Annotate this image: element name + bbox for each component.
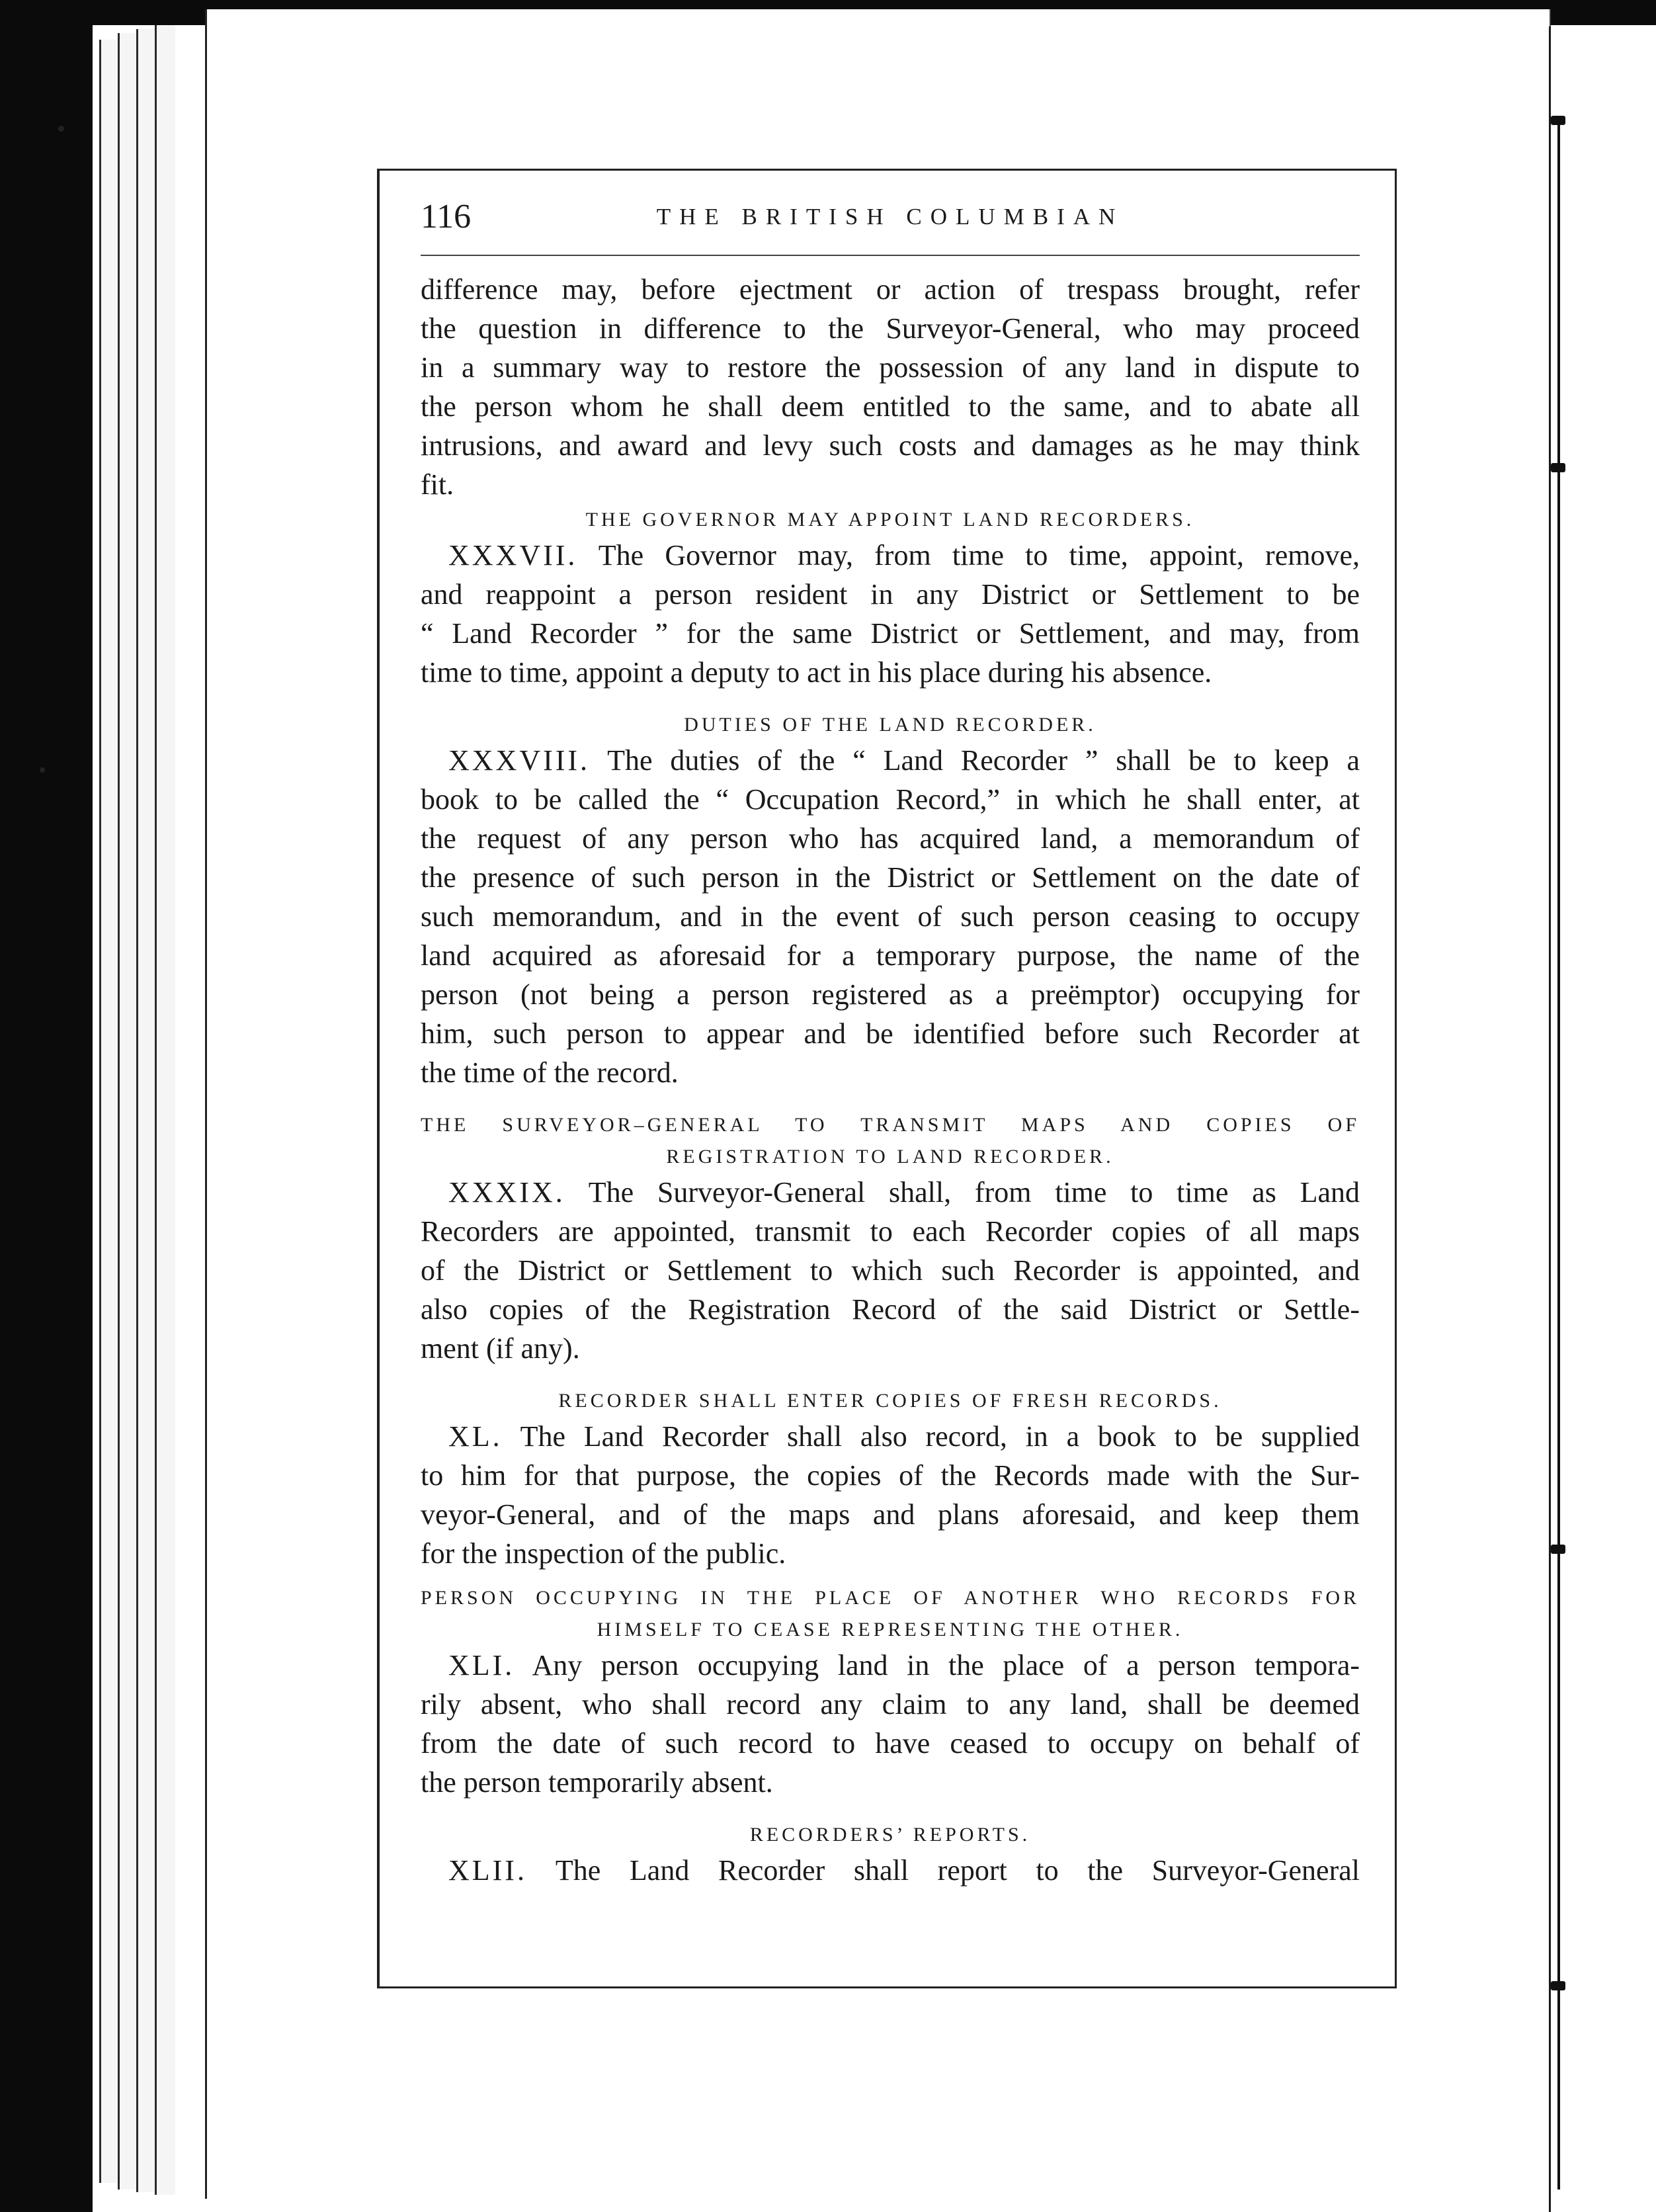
scan-speck: [40, 767, 45, 773]
text-line: land acquired as aforesaid for a temporary purpose, the name of the: [421, 939, 1360, 972]
text-line: fit.: [421, 468, 454, 501]
text-frame: [377, 169, 1397, 1988]
binding-stitch: [1551, 1545, 1565, 1554]
text-line: XXXIX. The Surveyor-General shall, from time to time as Land: [448, 1176, 1360, 1209]
page-number: 116: [421, 198, 472, 235]
text-line: the time of the record.: [421, 1056, 679, 1089]
text-line: time to time, appoint a deputy to act in his place during his absence.: [421, 656, 1212, 689]
section-number: XXXVII.: [448, 539, 578, 572]
section-number: XL.: [448, 1420, 503, 1453]
binding-stitch: [1551, 1981, 1565, 1990]
text-line: from the date of such record to have ceased to occupy on behalf of: [421, 1727, 1360, 1760]
text-line: veyor-General, and of the maps and plans aforesaid, and keep them: [421, 1498, 1360, 1531]
scan-speck: [58, 126, 64, 132]
next-page-edge: [1549, 26, 1656, 2212]
page-stack-edge: [155, 25, 175, 2195]
spacer: [421, 1573, 1360, 1582]
text-line: “ Land Recorder ” for the same District or Settlement, and may, from: [421, 617, 1360, 650]
text-line: him, such person to appear and be identified before such Recorder at: [421, 1017, 1360, 1050]
page-stack-edge: [118, 33, 138, 2190]
text-line: such memorandum, and in the event of such person ceasing to occupy: [421, 900, 1360, 933]
text-line: the presence of such person in the District or Settlement on the date of: [421, 861, 1360, 894]
text-line: of the District or Settlement to which such Recorder is appointed, and: [421, 1254, 1360, 1287]
page-stack-edge: [99, 40, 120, 2183]
binding-stitch: [1551, 463, 1565, 472]
text-line: XL. The Land Recorder shall also record, in a book to be supplied: [448, 1420, 1360, 1453]
section-heading: DUTIES OF THE LAND RECORDER.: [684, 714, 1097, 736]
section-heading-cont: REGISTRATION TO LAND RECORDER.: [666, 1146, 1114, 1168]
text-line: XLI. Any person occupying land in the place of a person tempora-: [448, 1649, 1360, 1681]
text-line: the question in difference to the Surveyor-General, who may proceed: [421, 312, 1360, 345]
text-line: XLII. The Land Recorder shall report to the Surveyor-General: [448, 1854, 1360, 1887]
section-xxxviii: [421, 709, 1360, 1092]
text-line: to him for that purpose, the copies of the Records made with the Sur-: [421, 1459, 1360, 1492]
text-line: in a summary way to restore the possession of any land in dispute to: [421, 351, 1360, 384]
text-line: Recorders are appointed, transmit to each Recorder copies of all maps: [421, 1215, 1360, 1248]
section-heading: PERSON OCCUPYING IN THE PLACE OF ANOTHER WHO RECORDS FOR: [421, 1587, 1360, 1609]
section-number: XLI.: [448, 1649, 515, 1681]
scan-border-left: [0, 0, 93, 2212]
text-line: person (not being a person registered as a preëmptor) occupying for: [421, 978, 1360, 1011]
text-line: ment (if any).: [421, 1332, 580, 1365]
section-xxxvii: [421, 504, 1360, 692]
spacer: [421, 1368, 1360, 1385]
header-rule: [421, 255, 1360, 256]
text-line: also copies of the Registration Record of the said District or Settle-: [421, 1293, 1360, 1326]
text-line: intrusions, and award and levy such costs and damages as he may think: [421, 429, 1360, 462]
text-line: rily absent, who shall record any claim to any land, shall be deemed: [421, 1688, 1360, 1721]
section-heading: THE SURVEYOR–GENERAL TO TRANSMIT MAPS AND COPIES OF: [421, 1114, 1360, 1136]
opening-paragraph: [421, 270, 1360, 504]
section-xl: [421, 1385, 1360, 1573]
text-line: the person temporarily absent.: [421, 1766, 773, 1799]
section-number: XXXIX.: [448, 1176, 565, 1209]
text-line: XXXVII. The Governor may, from time to time, appoint, remove,: [448, 539, 1360, 572]
binding-thread: [1557, 119, 1560, 2190]
text-line: for the inspection of the public.: [421, 1537, 786, 1570]
text-line: and reappoint a person resident in any District or Settlement to be: [421, 578, 1360, 611]
section-xli: [421, 1582, 1360, 1802]
section-xlii: [421, 1819, 1360, 1890]
page-body: [421, 270, 1360, 1890]
running-head: THE BRITISH COLUMBIAN: [656, 204, 1124, 230]
text-line: the request of any person who has acquired land, a memorandum of: [421, 822, 1360, 855]
binding-stitch: [1551, 116, 1565, 125]
section-heading: THE GOVERNOR MAY APPOINT LAND RECORDERS.: [585, 509, 1195, 531]
spacer: [421, 1092, 1360, 1109]
page-header: [421, 197, 1360, 243]
spacer: [421, 692, 1360, 709]
text-line: the person whom he shall deem entitled to the same, and to abate all: [421, 390, 1360, 423]
page-stack-edge: [136, 29, 157, 2192]
section-number: XXXVIII.: [448, 744, 591, 777]
section-heading: RECORDER SHALL ENTER COPIES OF FRESH RECORDS.: [558, 1390, 1222, 1412]
spacer: [421, 1802, 1360, 1819]
section-xxxix: [421, 1109, 1360, 1368]
text-line: XXXVIII. The duties of the “ Land Recorder ” shall be to keep a: [448, 744, 1360, 777]
text-line: book to be called the “ Occupation Record,” in which he shall enter, at: [421, 783, 1360, 816]
section-number: XLII.: [448, 1854, 527, 1887]
text-line: difference may, before ejectment or action of trespass brought, refer: [421, 273, 1360, 306]
section-heading: RECORDERS’ REPORTS.: [749, 1824, 1031, 1846]
section-heading-cont: HIMSELF TO CEASE REPRESENTING THE OTHER.: [597, 1619, 1184, 1640]
